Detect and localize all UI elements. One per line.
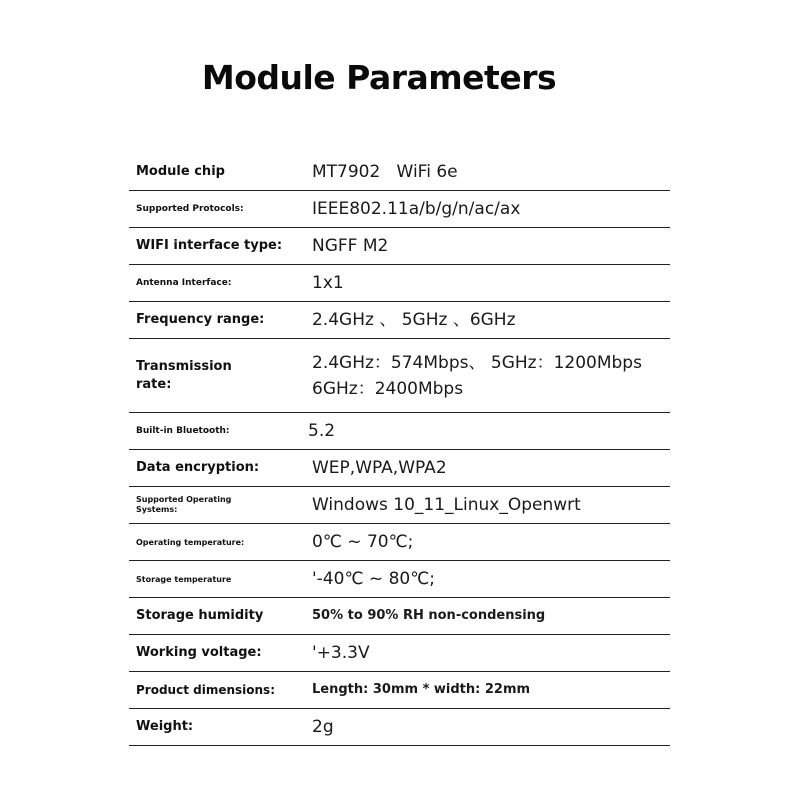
table-row [129,413,670,450]
row-label: Module chip [136,164,225,179]
row-label: Antenna Interface: [136,277,232,288]
table-row [129,561,670,598]
row-value-line: 6GHz：2400Mbps [312,378,464,399]
table-row [129,487,670,524]
table-row [129,228,670,265]
row-value: '-40℃ ~ 80℃; [312,569,436,589]
row-label: Storage temperature [136,574,232,584]
row-value: WEP,WPA,WPA2 [312,458,447,478]
row-value: '+3.3V [312,643,370,663]
row-label: Supported Protocols: [136,203,244,214]
row-value: 1x1 [312,273,344,293]
row-value: Length: 30mm * width: 22mm [312,682,531,697]
row-value: 0℃ ~ 70℃; [312,532,414,552]
table-row [129,598,670,635]
parameters-table [129,154,670,746]
row-label: Built-in Bluetooth: [136,425,230,436]
table-row [129,672,670,709]
table-row [129,450,670,487]
row-label: Working voltage: [136,645,262,660]
row-label: Frequency range: [136,312,265,327]
page-title: Module Parameters [201,58,557,97]
row-label: Operating temperature: [136,537,245,547]
table-row [129,302,670,339]
table-row [129,709,670,746]
row-label: Product dimensions: [136,683,275,697]
table-row [129,635,670,672]
row-label: Supported Operating Systems: [136,495,232,514]
row-value: IEEE802.11a/b/g/n/ac/ax [312,199,521,219]
row-value: MT7902 WiFi 6e [312,162,458,182]
row-label: Weight: [136,719,194,734]
row-value: 2.4GHz 、 5GHz 、6GHz [312,310,516,330]
row-value-line: 2.4GHz：574Mbps、 5GHz：1200Mbps [312,352,642,373]
table-row [129,524,670,561]
table-row [129,154,670,191]
row-value: 2g [312,717,334,737]
table-row [129,339,670,413]
row-label: WIFI interface type: [136,238,283,253]
row-value: Windows 10_11_Linux_Openwrt [312,495,581,515]
row-value: 5.2 [308,421,336,441]
row-value [279,350,670,402]
row-value: 50% to 90% RH non-condensing [312,608,546,623]
row-label: Transmission rate: [136,358,232,392]
row-value: NGFF M2 [312,236,389,256]
row-label: Data encryption: [136,460,260,475]
table-row [129,265,670,302]
table-row [129,191,670,228]
row-label: Storage humidity [136,608,264,623]
